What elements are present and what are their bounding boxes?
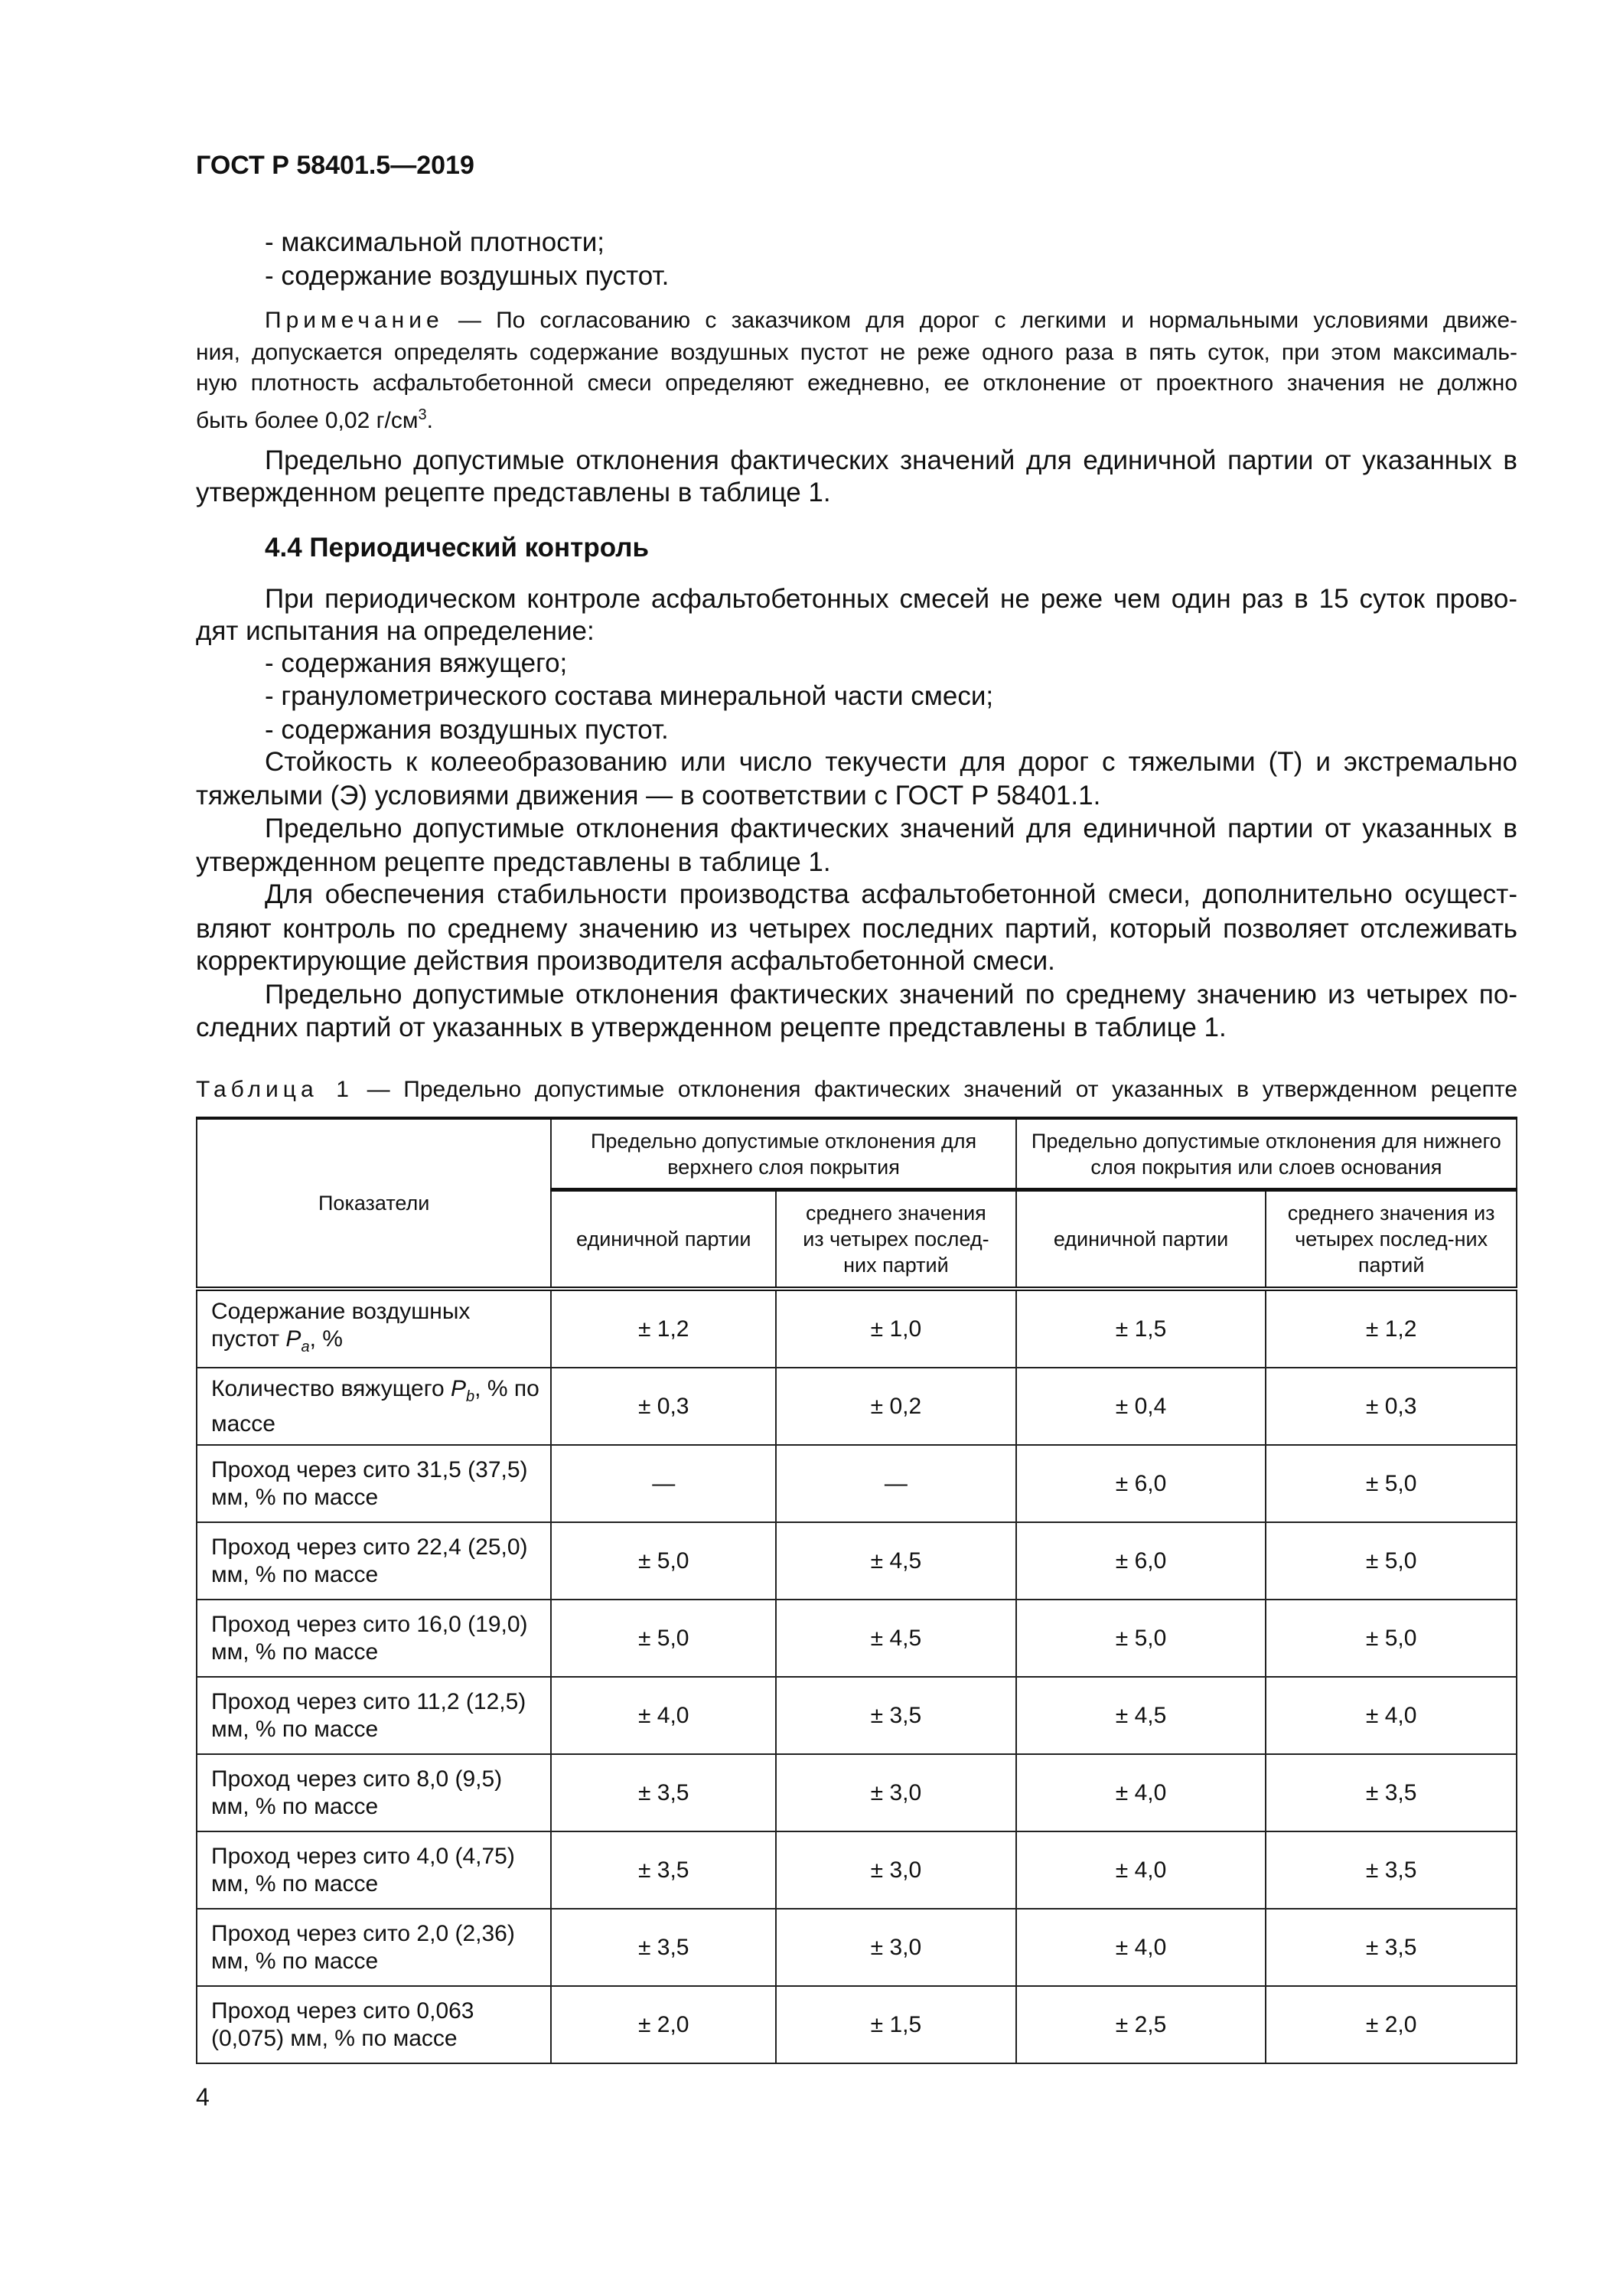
section-heading: 4.4 Периодический контроль xyxy=(265,533,649,563)
table-row xyxy=(197,1522,1517,1600)
paragraph-line: Предельно допустимые отклонения фактических значений по среднему значению из четырех по- xyxy=(265,980,1517,1009)
table-row xyxy=(197,1754,1517,1831)
value-cell: ± 5,0 xyxy=(1266,1522,1517,1600)
value-cell: ± 3,0 xyxy=(776,1754,1016,1831)
list-item: - гранулометрического состава минеральной части смеси; xyxy=(265,681,994,711)
paragraph-line: утвержденном рецепте представлены в таблице 1. xyxy=(196,847,831,877)
table-row xyxy=(197,1445,1517,1522)
row-label: Проход через сито 11,2 (12,5) мм, % по массе xyxy=(197,1677,551,1754)
paragraph-line: дят испытания на определение: xyxy=(196,616,595,646)
value-cell: ± 1,2 xyxy=(1266,1289,1517,1368)
table-row xyxy=(197,1289,1517,1368)
value-cell: ± 4,0 xyxy=(1016,1909,1266,1986)
list-item: - содержание воздушных пустот. xyxy=(265,261,670,291)
row-label: Проход через сито 16,0 (19,0) мм, % по массе xyxy=(197,1600,551,1677)
tolerance-table xyxy=(196,1117,1517,2064)
value-cell: ± 2,0 xyxy=(1266,1986,1517,2063)
value-cell: — xyxy=(551,1445,776,1522)
paragraph-line: Стойкость к колееобразованию или число текучести для дорог с тяжелыми (Т) и экстремально xyxy=(265,747,1517,777)
table-row xyxy=(197,1368,1517,1445)
header-average: среднего значения из четырех послед-них партий xyxy=(1266,1190,1517,1290)
table-row xyxy=(197,1831,1517,1909)
paragraph-line: При периодическом контроле асфальтобетонных смесей не реже чем один раз в 15 суток прово- xyxy=(265,584,1517,614)
paragraph-line: вляют контроль по среднему значению из четырех последних партий, который позволяет отслеживать xyxy=(196,914,1517,944)
list-item: - содержания воздушных пустот. xyxy=(265,715,669,745)
table-row xyxy=(197,1909,1517,1986)
value-cell: ± 4,0 xyxy=(1016,1754,1266,1831)
note-line: быть более 0,02 $г/см^3$. xyxy=(196,406,433,433)
row-label: Проход через сито 0,063 (0,075) мм, % по массе xyxy=(197,1986,551,2063)
value-cell: ± 4,0 xyxy=(1266,1677,1517,1754)
paragraph-line: корректирующие действия производителя асфальтобетонной смеси. xyxy=(196,946,1055,976)
row-label: Проход через сито 31,5 (37,5) мм, % по массе xyxy=(197,1445,551,1522)
row-label: Проход через сито 22,4 (25,0) мм, % по массе xyxy=(197,1522,551,1600)
row-label: Проход через сито 2,0 (2,36) мм, % по массе xyxy=(197,1909,551,1986)
header-single: единичной партии xyxy=(551,1190,776,1290)
value-cell: ± 3,5 xyxy=(551,1831,776,1909)
value-cell: ± 3,5 xyxy=(1266,1909,1517,1986)
paragraph-line: тяжелыми (Э) условиями движения — в соответствии с ГОСТ Р 58401.1. xyxy=(196,781,1101,810)
paragraph-line: утвержденном рецепте представлены в таблице 1. xyxy=(196,478,831,507)
value-cell: ± 3,5 xyxy=(1266,1754,1517,1831)
value-cell: ± 0,3 xyxy=(551,1368,776,1445)
paragraph-line: Предельно допустимые отклонения фактических значений для единичной партии от указанных в xyxy=(265,814,1517,843)
value-cell: ± 4,5 xyxy=(776,1600,1016,1677)
row-label: Проход через сито 8,0 (9,5) мм, % по массе xyxy=(197,1754,551,1831)
note-line: Примечание — По согласованию с заказчиком для дорог с легкими и нормальными условиями движе- xyxy=(265,308,1517,333)
value-cell: ± 3,5 xyxy=(776,1677,1016,1754)
row-label: Количество вяжущего $P_b$, % по массе xyxy=(197,1368,551,1445)
header-top-layer: Предельно допустимые отклонения для верхнего слоя покрытия xyxy=(551,1118,1015,1190)
value-cell: — xyxy=(776,1445,1016,1522)
value-cell: ± 6,0 xyxy=(1016,1445,1266,1522)
value-cell: ± 3,5 xyxy=(551,1909,776,1986)
value-cell: ± 5,0 xyxy=(551,1522,776,1600)
value-cell: ± 3,5 xyxy=(551,1754,776,1831)
note-label: Примечание xyxy=(265,308,444,333)
value-cell: ± 3,5 xyxy=(1266,1831,1517,1909)
paragraph-line: следних партий от указанных в утвержденном рецепте представлены в таблице 1. xyxy=(196,1013,1227,1042)
value-cell: ± 1,5 xyxy=(776,1986,1016,2063)
header-bottom-layer: Предельно допустимые отклонения для нижнего слоя покрытия или слоев основания xyxy=(1016,1118,1517,1190)
value-cell: ± 4,5 xyxy=(776,1522,1016,1600)
note-line: ную плотность асфальтобетонной смеси определяют ежедневно, ее отклонение от проектного значения не должно xyxy=(196,370,1517,396)
table-row xyxy=(197,1677,1517,1754)
table-caption: Таблица 1 — Предельно допустимые отклонения фактических значений от указанных в утвержденном рецепте xyxy=(196,1077,1518,1102)
value-cell: ± 5,0 xyxy=(1266,1445,1517,1522)
row-label: Проход через сито 4,0 (4,75) мм, % по массе xyxy=(197,1831,551,1909)
value-cell: ± 3,0 xyxy=(776,1831,1016,1909)
note-line: ния, допускается определять содержание воздушных пустот не реже одного раза в пять суток, при этом максималь- xyxy=(196,340,1517,365)
value-cell: ± 5,0 xyxy=(1266,1600,1517,1677)
value-cell: ± 0,2 xyxy=(776,1368,1016,1445)
row-label: Содержание воздушных пустот $P_a$, % xyxy=(197,1289,551,1368)
paragraph-line: Предельно допустимые отклонения фактических значений для единичной партии от указанных в xyxy=(265,445,1517,475)
header-average: среднего значения из четырех послед-них партий xyxy=(776,1190,1016,1290)
list-item: - содержания вяжущего; xyxy=(265,648,568,678)
page-number: 4 xyxy=(196,2083,210,2111)
value-cell: ± 1,5 xyxy=(1016,1289,1266,1368)
table-row xyxy=(197,1986,1517,2063)
value-cell: ± 6,0 xyxy=(1016,1522,1266,1600)
value-cell: ± 1,0 xyxy=(776,1289,1016,1368)
paragraph-line: Для обеспечения стабильности производства асфальтобетонной смеси, дополнительно осущест- xyxy=(265,879,1517,909)
document-header: ГОСТ Р 58401.5—2019 xyxy=(196,151,474,180)
value-cell: ± 5,0 xyxy=(551,1600,776,1677)
value-cell: ± 0,3 xyxy=(1266,1368,1517,1445)
value-cell: ± 4,0 xyxy=(1016,1831,1266,1909)
header-indicator: Показатели xyxy=(197,1118,551,1289)
value-cell: ± 5,0 xyxy=(1016,1600,1266,1677)
value-cell: ± 2,5 xyxy=(1016,1986,1266,2063)
value-cell: ± 4,5 xyxy=(1016,1677,1266,1754)
list-item: - максимальной плотности; xyxy=(265,227,605,257)
value-cell: ± 2,0 xyxy=(551,1986,776,2063)
header-single: единичной партии xyxy=(1016,1190,1266,1290)
table-row xyxy=(197,1600,1517,1677)
value-cell: ± 3,0 xyxy=(776,1909,1016,1986)
value-cell: ± 1,2 xyxy=(551,1289,776,1368)
value-cell: ± 4,0 xyxy=(551,1677,776,1754)
value-cell: ± 0,4 xyxy=(1016,1368,1266,1445)
